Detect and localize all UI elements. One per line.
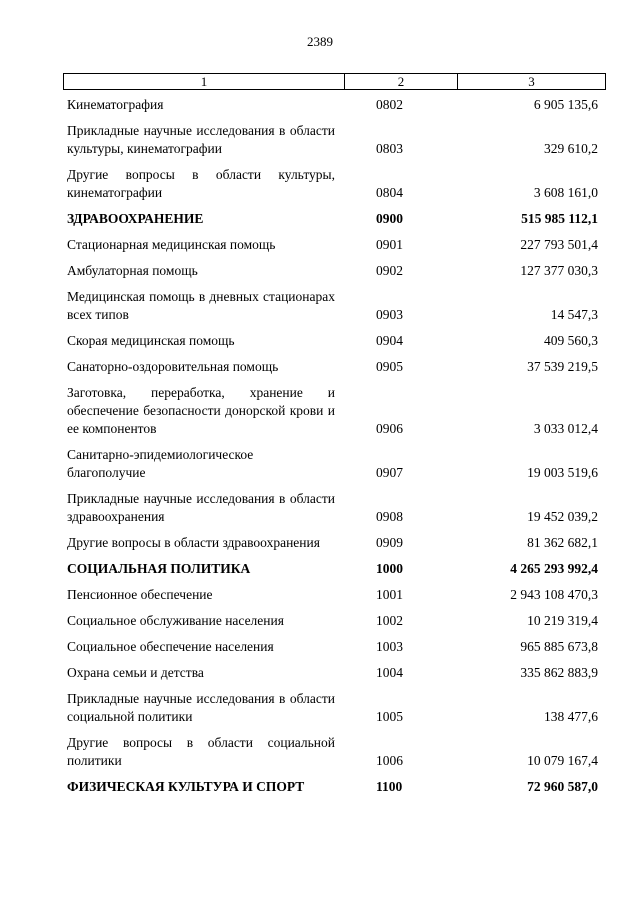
row-code: 0900 (376, 211, 403, 226)
section-row (67, 210, 598, 228)
row-name: Санитарно-эпидемиологическое благополучие (67, 447, 254, 480)
row-code: 1005 (376, 709, 403, 724)
row-code: 1004 (376, 665, 403, 680)
header-col-2: 2 (345, 74, 458, 89)
table-row (67, 166, 598, 202)
table-row (67, 534, 598, 552)
table-row (67, 262, 598, 280)
table-row (67, 690, 598, 726)
table-row (67, 664, 598, 682)
row-amount: 138 477,6 (544, 709, 598, 724)
table-row (67, 490, 598, 526)
page-number: 2389 (307, 34, 333, 49)
row-amount: 335 862 883,9 (520, 665, 598, 680)
row-name: Медицинская помощь в дневных стационарах всех типов (67, 289, 335, 322)
row-name: Другие вопросы в области здравоохранения (67, 535, 320, 550)
row-amount: 37 539 219,5 (527, 359, 598, 374)
table-header (63, 73, 606, 90)
row-name: Прикладные научные исследования в области социальной политики (67, 691, 335, 724)
row-name: Кинематография (67, 97, 164, 112)
header-col-1: 1 (64, 74, 345, 89)
row-name: Социальное обслуживание населения (67, 613, 284, 628)
row-code: 0902 (376, 263, 403, 278)
row-amount: 127 377 030,3 (520, 263, 598, 278)
table-row (67, 288, 598, 324)
row-amount: 10 079 167,4 (527, 753, 598, 768)
row-amount: 3 033 012,4 (533, 421, 598, 436)
header-col-3: 3 (528, 74, 535, 89)
row-code: 0803 (376, 141, 403, 156)
section-row (67, 560, 598, 578)
row-code: 0905 (376, 359, 403, 374)
row-amount: 965 885 673,8 (520, 639, 598, 654)
row-name: СОЦИАЛЬНАЯ ПОЛИТИКА (67, 561, 251, 576)
row-amount: 6 905 135,6 (533, 97, 598, 112)
row-amount: 19 452 039,2 (527, 509, 598, 524)
table-row (67, 332, 598, 350)
row-code: 1006 (376, 753, 403, 768)
row-name: Прикладные научные исследования в области здравоохранения (67, 491, 335, 524)
table-row (67, 122, 598, 158)
row-code: 0909 (376, 535, 403, 550)
row-amount: 515 985 112,1 (521, 211, 598, 226)
table-row (67, 236, 598, 254)
budget-table (67, 96, 598, 804)
row-amount: 81 362 682,1 (527, 535, 598, 550)
row-name: Другие вопросы в области социальной политики (67, 735, 335, 768)
row-code: 0906 (376, 421, 403, 436)
table-row (67, 586, 598, 604)
row-amount: 4 265 293 992,4 (510, 561, 598, 576)
table-row (67, 358, 598, 376)
section-row (67, 778, 598, 796)
row-name: Заготовка, переработка, хранение и обеспечение безопасности донорской крови и ее компонентов (67, 385, 335, 436)
row-code: 0901 (376, 237, 403, 252)
row-amount: 329 610,2 (544, 141, 598, 156)
row-name: Пенсионное обеспечение (67, 587, 213, 602)
row-name: Прикладные научные исследования в области культуры, кинематографии (67, 123, 335, 156)
row-code: 0802 (376, 97, 403, 112)
table-row (67, 612, 598, 630)
row-code: 0904 (376, 333, 403, 348)
row-code: 0907 (376, 465, 403, 480)
row-code: 1001 (376, 587, 403, 602)
table-row (67, 96, 598, 114)
row-name: Амбулаторная помощь (67, 263, 198, 278)
row-name: Скорая медицинская помощь (67, 333, 235, 348)
table-row (67, 384, 598, 438)
row-name: ФИЗИЧЕСКАЯ КУЛЬТУРА И СПОРТ (67, 779, 305, 794)
row-code: 0908 (376, 509, 403, 524)
table-row (67, 638, 598, 656)
row-amount: 409 560,3 (544, 333, 598, 348)
row-amount: 14 547,3 (550, 307, 598, 322)
row-name: Социальное обеспечение населения (67, 639, 274, 654)
row-name: Санаторно-оздоровительная помощь (67, 359, 279, 374)
row-name: Охрана семьи и детства (67, 665, 204, 680)
row-code: 1003 (376, 639, 403, 654)
row-code: 1002 (376, 613, 403, 628)
row-amount: 19 003 519,6 (527, 465, 598, 480)
row-amount: 2 943 108 470,3 (510, 587, 598, 602)
row-name: ЗДРАВООХРАНЕНИЕ (67, 211, 204, 226)
row-code: 0804 (376, 185, 403, 200)
row-amount: 227 793 501,4 (520, 237, 598, 252)
table-row (67, 446, 598, 482)
row-amount: 72 960 587,0 (527, 779, 598, 794)
row-code: 1000 (376, 561, 403, 576)
row-name: Стационарная медицинская помощь (67, 237, 276, 252)
table-row (67, 734, 598, 770)
row-name: Другие вопросы в области культуры, кинематографии (67, 167, 335, 200)
row-code: 1100 (376, 779, 403, 794)
row-amount: 10 219 319,4 (527, 613, 598, 628)
row-amount: 3 608 161,0 (533, 185, 598, 200)
row-code: 0903 (376, 307, 403, 322)
